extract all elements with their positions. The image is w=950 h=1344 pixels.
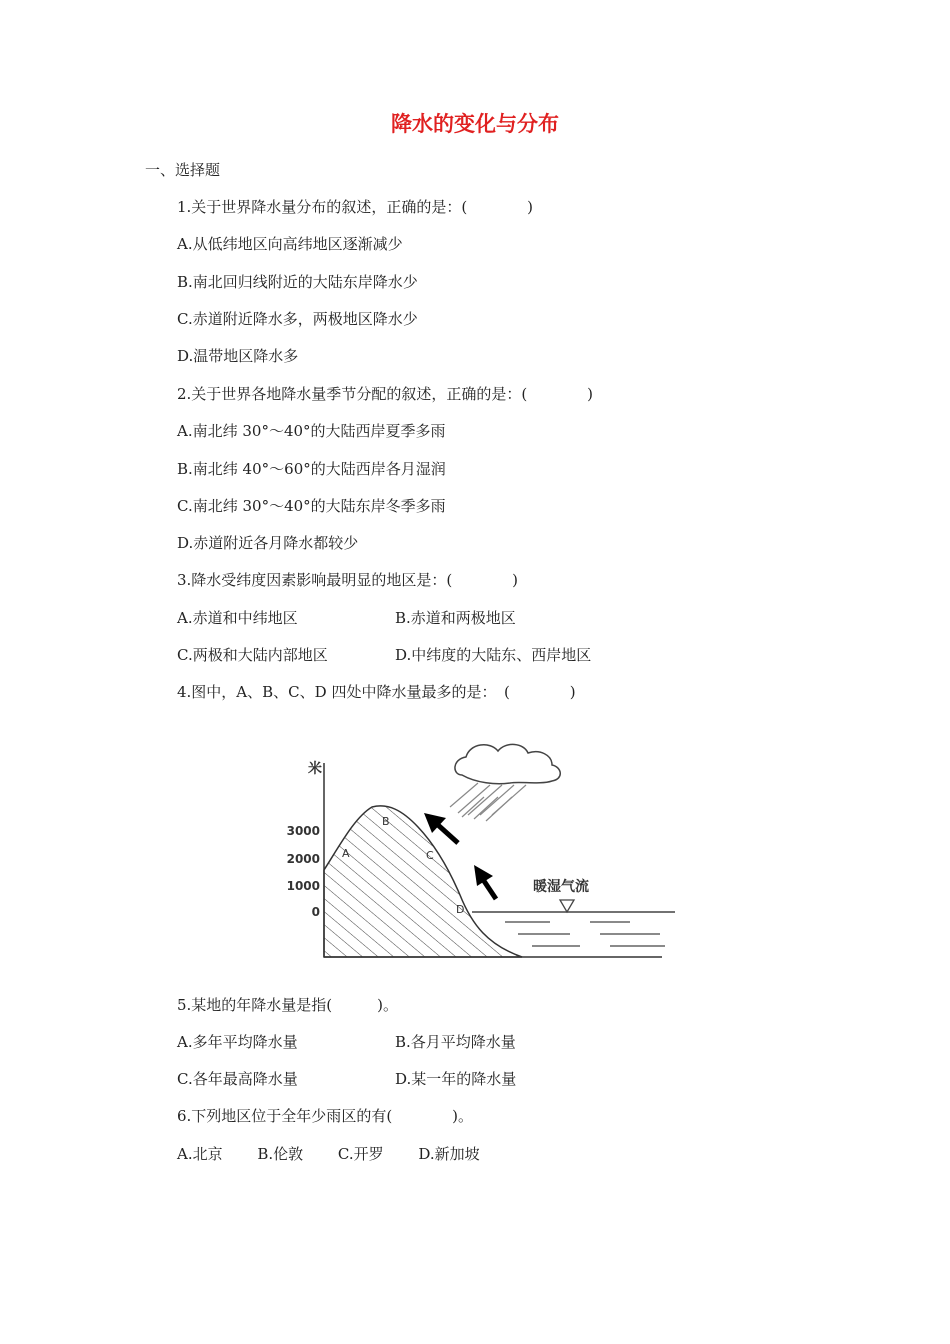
y-tick-label: 2000 bbox=[286, 852, 320, 866]
question-6-options: A.北京 B.伦敦 C.开罗 D.新加坡 bbox=[177, 1145, 480, 1163]
question-5-option-c: C.各年最高降水量 bbox=[177, 1070, 298, 1088]
airflow-label: 暖湿气流 bbox=[533, 879, 589, 895]
point-label-a: A bbox=[342, 847, 350, 860]
question-3-option-d: D.中纬度的大陆东、西岸地区 bbox=[395, 646, 592, 664]
question-2-option-b: B.南北纬 40°～60°的大陆西岸各月湿润 bbox=[177, 460, 446, 478]
question-1-option-c: C.赤道附近降水多，两极地区降水少 bbox=[177, 310, 418, 328]
question-5-option-b: B.各月平均降水量 bbox=[395, 1033, 516, 1051]
question-3-option-a: A.赤道和中纬地区 bbox=[177, 609, 298, 627]
y-tick-label: 0 bbox=[311, 905, 320, 919]
orographic-rainfall-figure bbox=[286, 735, 680, 965]
question-5-option-a: A.多年平均降水量 bbox=[177, 1033, 298, 1051]
question-4-stem: 4.图中，A、B、C、D 四处中降水量最多的是： ( ) bbox=[177, 683, 576, 701]
question-2-option-c: C.南北纬 30°～40°的大陆东岸冬季多雨 bbox=[177, 497, 446, 515]
question-5-stem: 5.某地的年降水量是指( )。 bbox=[177, 996, 399, 1014]
question-2-option-d: D.赤道附近各月降水都较少 bbox=[177, 534, 359, 552]
question-6-stem: 6.下列地区位于全年少雨区的有( )。 bbox=[177, 1107, 474, 1125]
question-2-option-a: A.南北纬 30°～40°的大陆西岸夏季多雨 bbox=[177, 422, 446, 440]
question-1-stem: 1.关于世界降水量分布的叙述，正确的是：( ) bbox=[177, 198, 534, 216]
question-1-option-d: D.温带地区降水多 bbox=[177, 347, 299, 365]
point-label-b: B bbox=[382, 815, 390, 828]
question-3-option-c: C.两极和大陆内部地区 bbox=[177, 646, 328, 664]
y-tick-label: 1000 bbox=[286, 879, 320, 893]
question-1-option-a: A.从低纬地区向高纬地区逐渐减少 bbox=[177, 235, 403, 253]
point-label-c: C bbox=[426, 849, 434, 862]
arrow-up-left-icon bbox=[474, 865, 496, 899]
airflow-marker-icon bbox=[560, 900, 574, 912]
arrow-up-left-icon bbox=[424, 813, 458, 843]
question-5-option-d: D.某一年的降水量 bbox=[395, 1070, 517, 1088]
section-heading: 一、选择题 bbox=[145, 161, 221, 179]
question-1-option-b: B.南北回归线附近的大陆东岸降水少 bbox=[177, 273, 418, 291]
y-tick-label: 3000 bbox=[286, 824, 320, 838]
y-axis-unit: 米 bbox=[308, 761, 322, 777]
cloud-icon bbox=[455, 744, 560, 783]
question-2-stem: 2.关于世界各地降水量季节分配的叙述，正确的是：( ) bbox=[177, 385, 594, 403]
mountain-profile bbox=[324, 806, 522, 957]
rain-icon bbox=[450, 783, 526, 821]
page-title: 降水的变化与分布 bbox=[391, 112, 559, 136]
point-label-d: D bbox=[456, 903, 465, 916]
question-3-stem: 3.降水受纬度因素影响最明显的地区是：( ) bbox=[177, 571, 519, 589]
question-3-option-b: B.赤道和两极地区 bbox=[395, 609, 516, 627]
